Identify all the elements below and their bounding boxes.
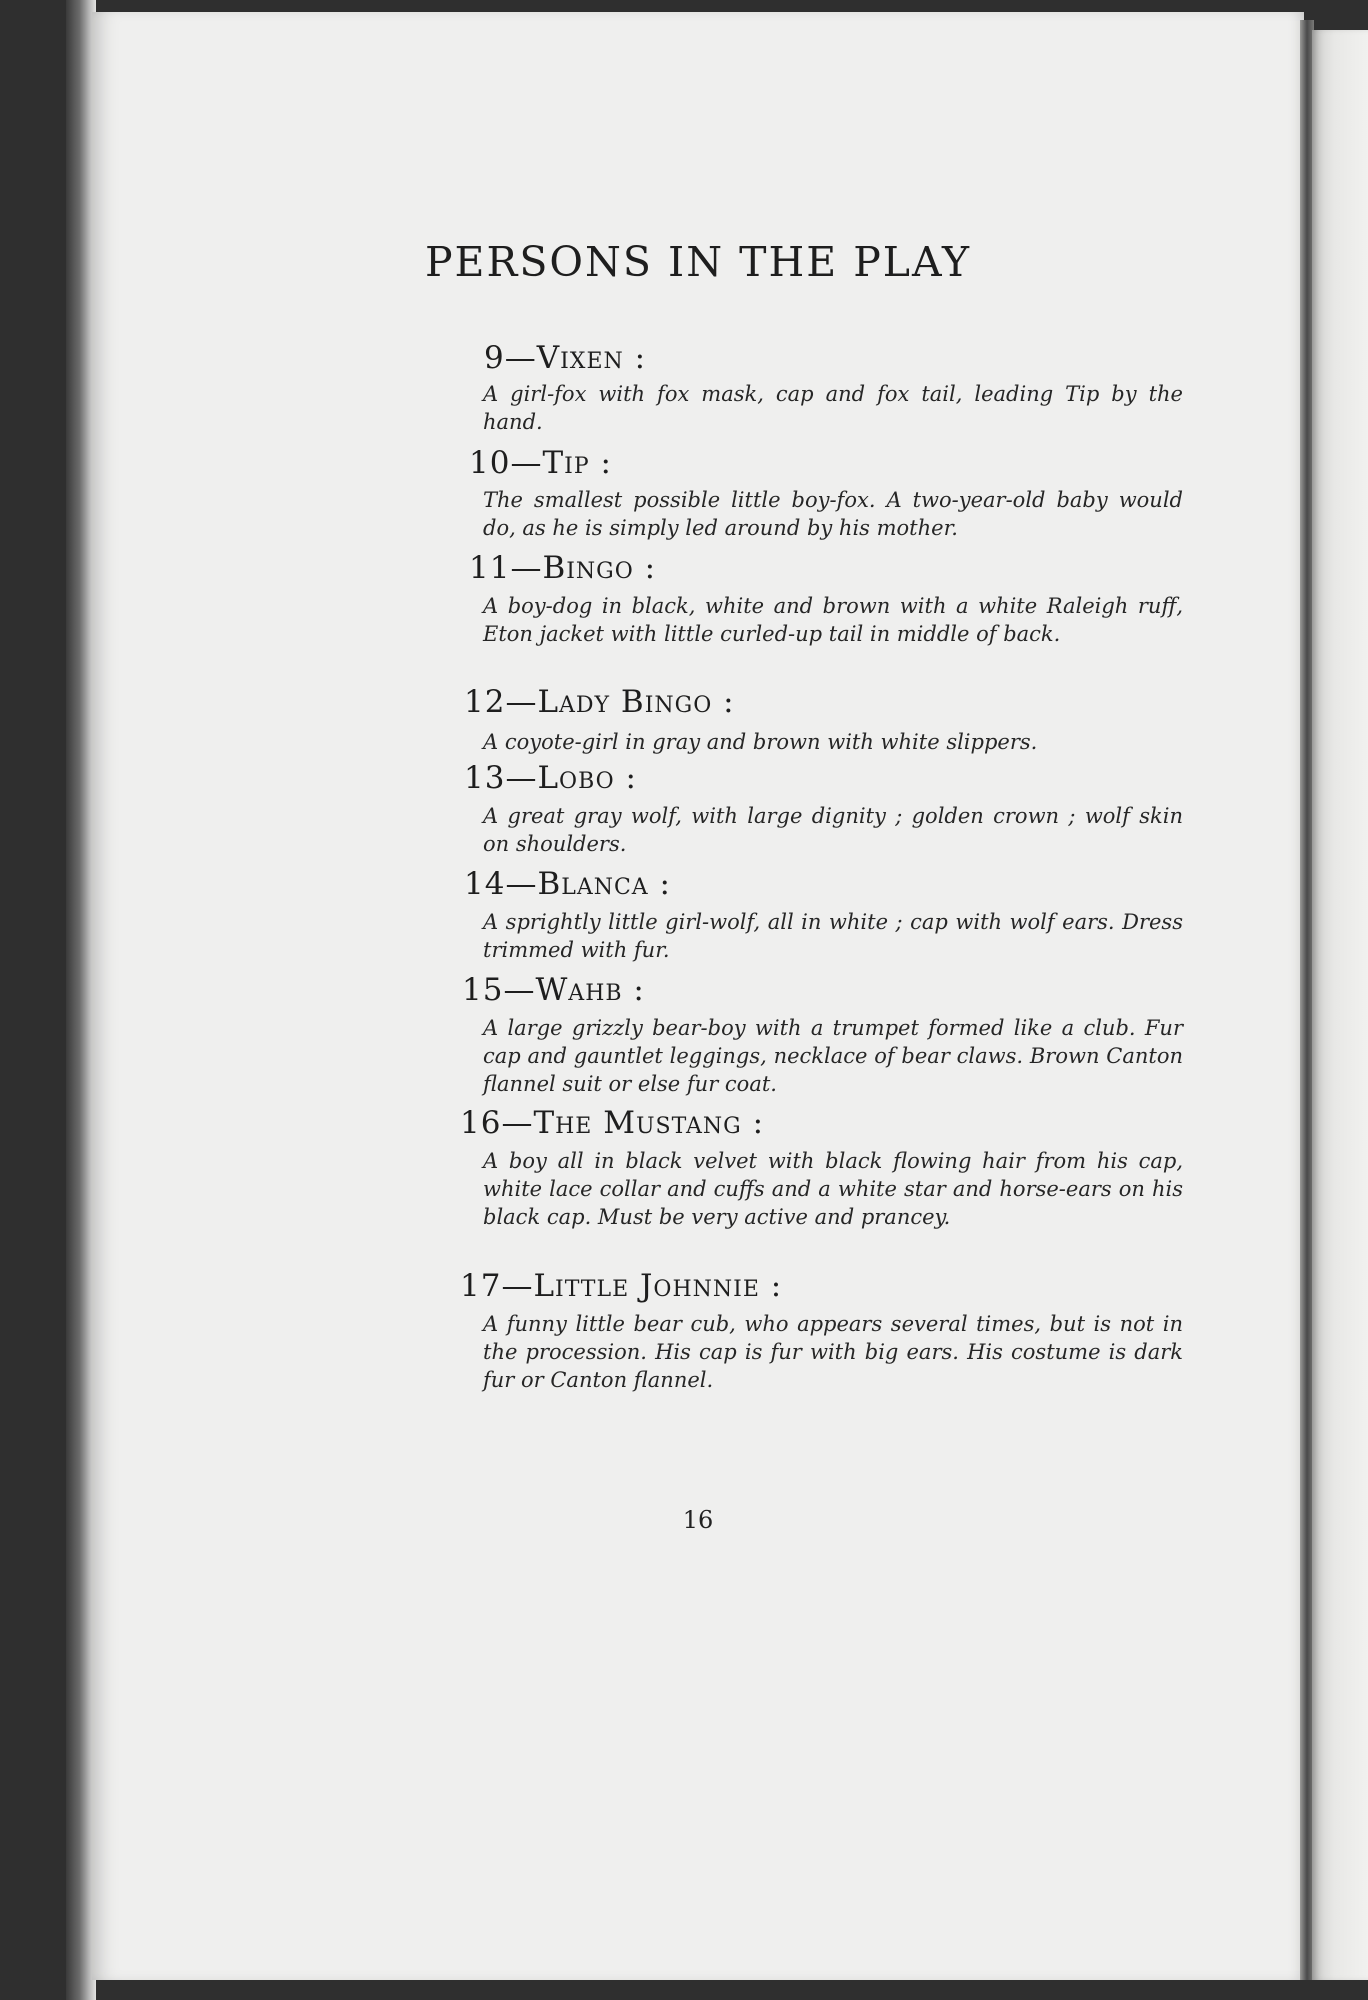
entry-heading-little-johnnie: 17—Little Johnnie : [460,1268,783,1304]
entry-description-the-mustang: A boy all in black velvet with black flowing hair from his cap, white lace collar and cuffs and a white star and horse-ears on his black cap. Must be very active and prancey. [483,1149,1183,1229]
entry-heading-blanca: 14—Blanca : [464,866,671,902]
adjacent-page-edge [1312,30,1368,1980]
entry-description-lady-bingo: A coyote-girl in gray and brown with white slippers. [483,730,1038,754]
entry-description-vixen: A girl-fox with fox mask, cap and fox tail, leading Tip by the hand. [483,382,1183,434]
entry-heading-lobo: 13—Lobo : [464,760,637,796]
entry-description-bingo: A boy-dog in black, white and brown with a white Raleigh ruff, Eton jacket with little curled-up tail in middle of back. [483,594,1183,646]
entry-heading-lady-bingo: 12—Lady Bingo : [464,684,735,720]
page-title: PERSONS IN THE PLAY [424,238,972,286]
entry-heading-wahb: 15—Wahb : [462,972,645,1008]
page-content [92,12,1304,1980]
entry-description-blanca: A sprightly little girl-wolf, all in white ; cap with wolf ears. Dress trimmed with fur. [483,910,1183,962]
entry-heading-vixen: 9—Vixen : [484,340,647,376]
page-number: 16 [682,1506,714,1534]
entry-heading-bingo: 11—Bingo : [469,550,657,586]
entry-heading-tip: 10—Tip : [469,445,612,481]
entry-description-little-johnnie: A funny little bear cub, who appears several times, but is not in the procession. His cap is fur with big ears. His costume is dark fur or Canton flannel. [483,1312,1183,1392]
entry-heading-the-mustang: 16—The Mustang : [460,1105,765,1141]
book-page [92,12,1304,1980]
entry-description-wahb: A large grizzly bear-boy with a trumpet formed like a club. Fur cap and gauntlet leggings, necklace of bear claws. Brown Canton flannel suit or else fur coat. [483,1016,1183,1096]
entry-description-lobo: A great gray wolf, with large dignity ; golden crown ; wolf skin on shoulders. [483,804,1183,856]
entry-description-tip: The smallest possible little boy-fox. A two-year-old baby would do, as he is simply led around by his mother. [483,488,1183,540]
